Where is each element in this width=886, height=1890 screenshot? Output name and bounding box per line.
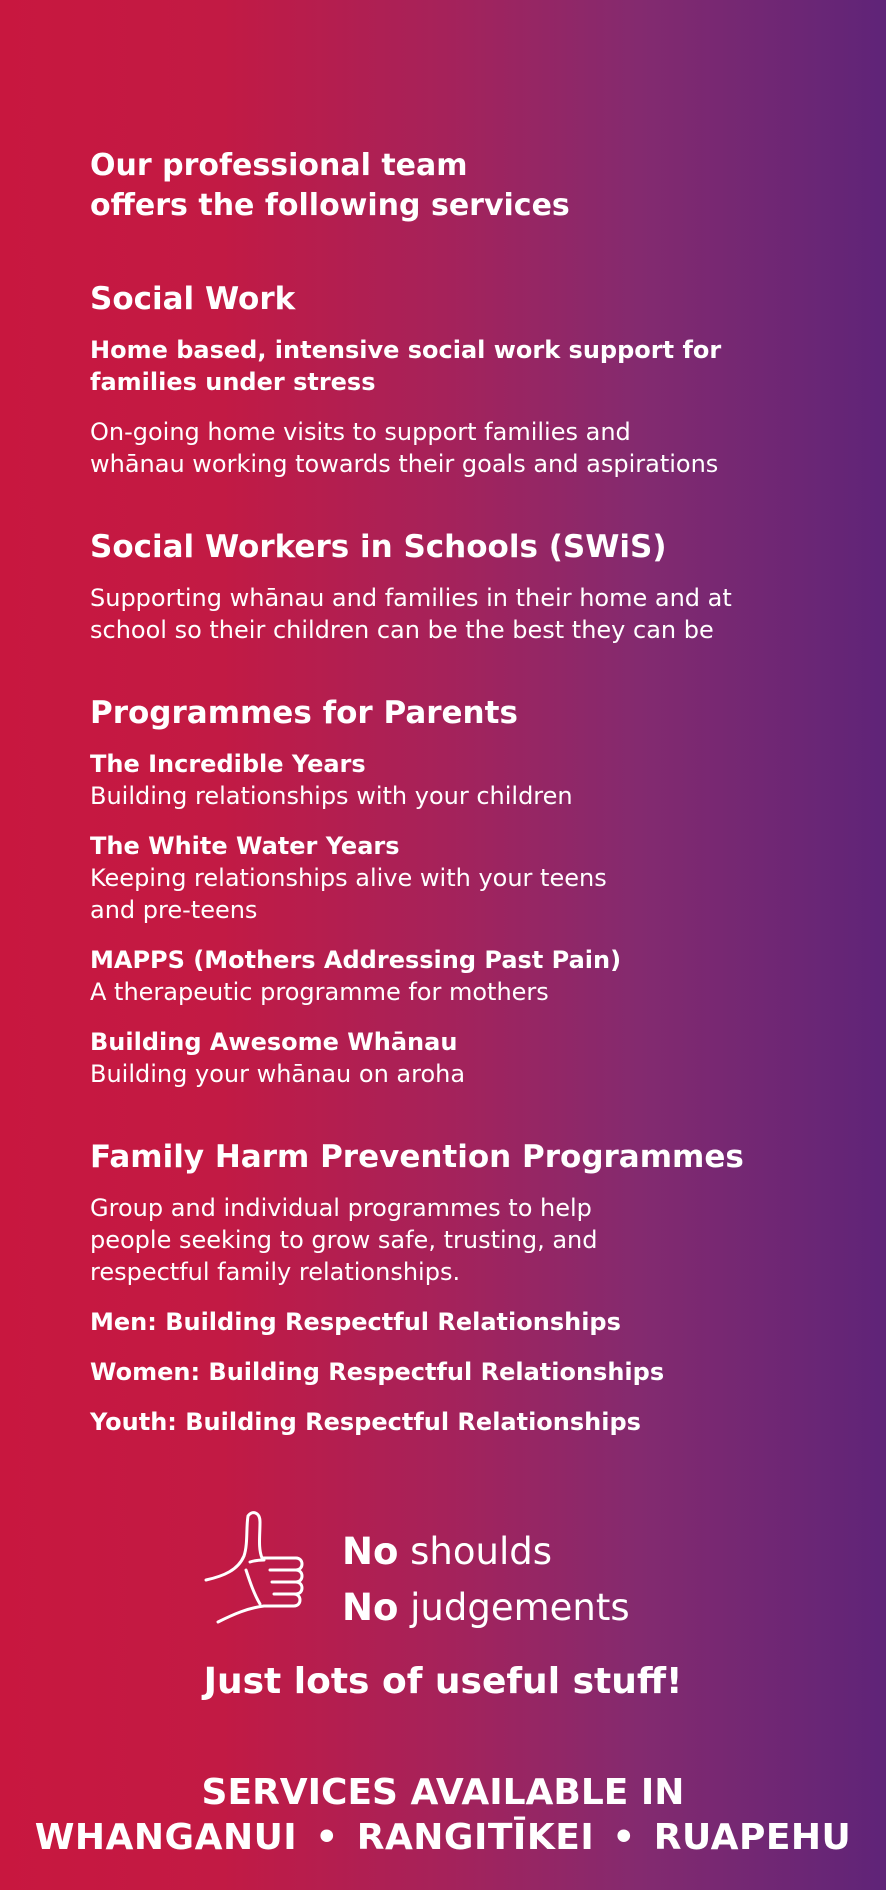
family-harm-title: Family Harm Prevention Programmes [90,1139,744,1175]
programme-mapps [90,944,810,1008]
programme-name: The White Water Years [90,832,400,860]
location-separator: • [315,1817,339,1858]
location-rangitikei: RANGITĪKEI [356,1817,595,1858]
social-work-body-line-2: whānau working towards their goals and aspirations [90,450,719,478]
footer-locations [0,1815,886,1860]
intro-line-1: Our professional team [90,148,468,183]
tagline: Just lots of useful stuff! [203,1661,683,1702]
social-work-body [90,416,810,480]
services-content [90,146,810,1438]
location-separator: • [612,1817,636,1858]
no-shoulds-line [342,1524,662,1580]
footer-heading: SERVICES AVAILABLE IN [201,1772,685,1813]
no-shoulds-emphasis: No [342,1530,399,1573]
programme-description: Keeping relationships alive with your teens [90,864,607,892]
thumbs-up-icon [204,1510,328,1634]
service-area-footer [0,1770,886,1860]
promise-lines [342,1524,662,1636]
family-harm-item-youth: Youth: Building Respectful Relationships [90,1408,641,1436]
programme-name: MAPPS (Mothers Addressing Past Pain) [90,946,622,974]
programme-incredible-years [90,748,810,812]
social-work-body-line-1: On-going home visits to support families and [90,418,631,446]
intro-heading [90,146,810,226]
family-harm-item-men: Men: Building Respectful Relationships [90,1308,621,1336]
programme-description: Building your whānau on aroha [90,1060,466,1088]
social-work-subhead [90,334,810,398]
swis-body-line-2: school so their children can be the best they can be [90,616,714,644]
parents-title: Programmes for Parents [90,695,518,731]
swis-body-line-1: Supporting whānau and families in their home and at [90,584,732,612]
intro-line-2: offers the following services [90,188,570,223]
family-harm-body-line-3: respectful family relationships. [90,1258,461,1286]
family-harm-body-line-2: people seeking to grow safe, trusting, and [90,1226,598,1254]
social-work-subhead-line-2: families under stress [90,368,376,396]
no-shoulds-text: shoulds [398,1530,553,1573]
social-work-title: Social Work [90,281,296,317]
social-work-subhead-line-1: Home based, intensive social work support for [90,336,722,364]
swis-body [90,582,810,646]
no-judgements-text: judgements [398,1586,630,1629]
programme-description: A therapeutic programme for mothers [90,978,549,1006]
programme-name: The Incredible Years [90,750,366,778]
promise-block [204,1510,664,1635]
swis-title: Social Workers in Schools (SWiS) [90,529,667,565]
no-judgements-line [342,1580,662,1636]
programme-name: Building Awesome Whānau [90,1028,458,1056]
family-harm-body-line-1: Group and individual programmes to help [90,1194,592,1222]
no-judgements-emphasis: No [342,1586,399,1629]
programme-building-awesome-whanau [90,1026,810,1090]
location-ruapehu: RUAPEHU [653,1817,852,1858]
family-harm-body [90,1192,810,1288]
programme-white-water-years [90,830,810,926]
family-harm-item-women: Women: Building Respectful Relationships [90,1358,665,1386]
location-whanganui: WHANGANUI [34,1817,298,1858]
programme-description-continued: and pre-teens [90,896,258,924]
programme-description: Building relationships with your children [90,782,573,810]
